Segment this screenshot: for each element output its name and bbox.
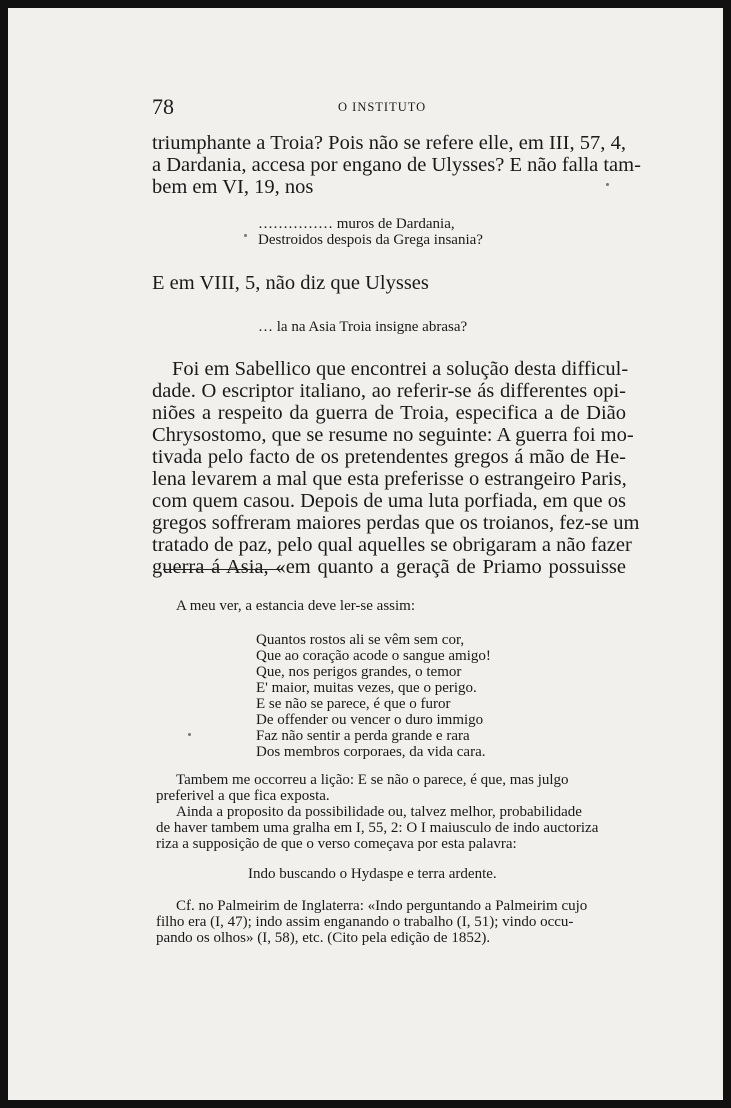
para3-line-8: gregos soffreram maiores perdas que os troianos, fez-se um: [152, 512, 640, 534]
para1-line-1: triumphante a Troia? Pois não se refere elle, em III, 57, 4,: [152, 132, 626, 154]
para2: E em VIII, 5, não diz que Ulysses: [152, 272, 429, 294]
quote1-line-2: Destroidos despois da Grega insania?: [258, 232, 483, 248]
running-title: O INSTITUTO: [338, 100, 427, 114]
para3-line-10: guerra á Asia, «em quanto a geraçã de Priamo possuisse: [152, 556, 626, 578]
para3-line-3: niões a respeito da guerra de Troia, especifica a de Dião: [152, 402, 626, 424]
note-line-4: de haver tambem uma gralha em I, 55, 2: O I maiusculo de indo auctoriza: [156, 820, 599, 836]
print-speck: [244, 234, 247, 237]
para1-line-2: a Dardania, accesa por engano de Ulysses? E não falla tam-: [152, 154, 641, 176]
note-line-5: riza a supposição de que o verso começava por esta palavra:: [156, 836, 517, 852]
cf-line-1: Cf. no Palmeirim de Inglaterra: «Indo perguntando a Palmeirim cujo: [176, 898, 588, 914]
stanza-line-3: Que, nos perigos grandes, o temor: [256, 664, 462, 680]
stanza-line-2: Que ao coração acode o sangue amigo!: [256, 648, 491, 664]
verse-line: Indo buscando o Hydaspe e terra ardente.: [248, 866, 497, 882]
para3-line-6: lena levarem a mal que esta preferisse o estrangeiro Paris,: [152, 468, 627, 490]
cf-line-3: pando os olhos» (I, 58), etc. (Cito pela edição de 1852).: [156, 930, 491, 946]
note-line-3: Ainda a proposito da possibilidade ou, talvez melhor, probabilidade: [176, 804, 582, 820]
print-speck: [188, 733, 191, 736]
quote2: … la na Asia Troia insigne abrasa?: [258, 319, 468, 335]
stanza-line-4: E' maior, muitas vezes, que o perigo.: [256, 680, 477, 696]
para3-line-7: com quem casou. Depois de uma luta porfiada, em que os: [152, 490, 626, 512]
para3-line-5: tivada pelo facto de os pretendentes gregos á mão de He-: [152, 446, 626, 468]
book-page: [8, 8, 723, 1100]
para3-line-2: dade. O escriptor italiano, ao referir-se ás differentes opi-: [152, 380, 626, 402]
para3-line-1: Foi em Sabellico que encontrei a solução desta difficul-: [172, 358, 629, 380]
footnote-intro: A meu ver, a estancia deve ler-se assim:: [176, 598, 416, 614]
print-speck: [606, 183, 609, 186]
note-line-1: Tambem me occorreu a lição: E se não o parece, é que, mas julgo: [176, 772, 569, 788]
quote1-line-1: …………… muros de Dardania,: [258, 216, 455, 232]
stanza-line-5: E se não se parece, é que o furor: [256, 696, 451, 712]
footnote-rule: [163, 569, 283, 570]
cf-line-2: filho era (I, 47); indo assim enganando o trabalho (I, 51); vindo occu-: [156, 914, 574, 930]
stanza-line-1: Quantos rostos ali se vêm sem cor,: [256, 632, 465, 648]
stanza-line-7: Faz não sentir a perda grande e rara: [256, 728, 470, 744]
stanza-line-8: Dos membros corporaes, da vida cara.: [256, 744, 486, 760]
page-number: 78: [152, 94, 174, 119]
note-line-2: preferivel a que fica exposta.: [156, 788, 330, 804]
para3-line-4: Chrysostomo, que se resume no seguinte: A guerra foi mo-: [152, 424, 634, 446]
para1-line-3: bem em VI, 19, nos: [152, 176, 314, 198]
stanza-line-6: De offender ou vencer o duro immigo: [256, 712, 484, 728]
para3-line-9: tratado de paz, pelo qual aquelles se obrigaram a não fazer: [152, 534, 632, 556]
